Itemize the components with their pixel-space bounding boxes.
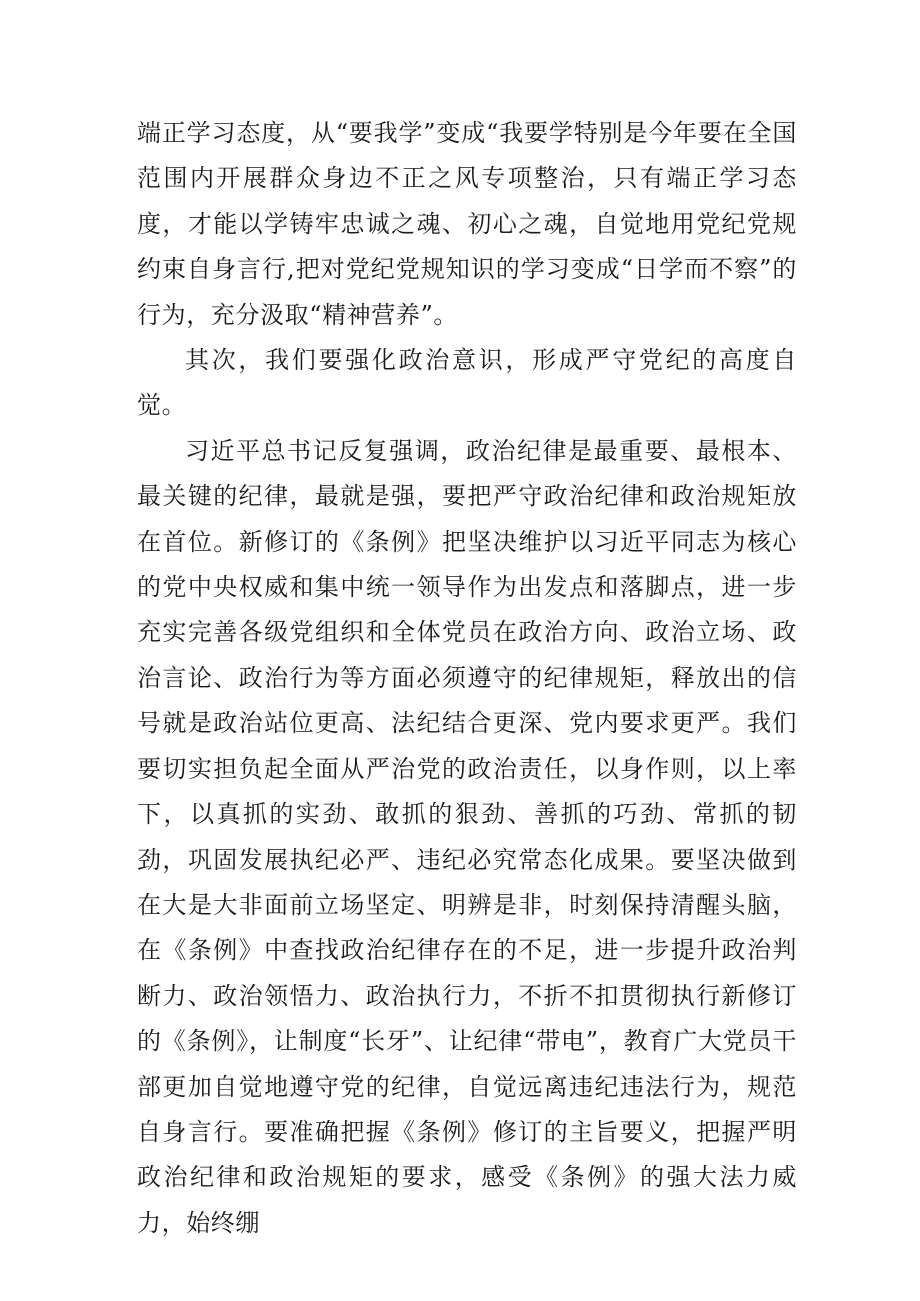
paragraph-1: 端正学习态度，从“要我学”变成“我要学特别是今年要在全国范围内开展群众身边不正之风专项整治，只有端正学习态度，才能以学铸牢忠诚之魂、初心之魂，自觉地用党纪党规约束自身言行,把对党纪党规知识的学习变成“日学而不察”的行为，充分汲取“精神营养”。 xyxy=(137,119,797,329)
document-body xyxy=(137,111,797,1246)
paragraph-3: 习近平总书记反复强调，政治纪律是最重要、最根本、最关键的纪律，最就是强，要把严守政治纪律和政治规矩放在首位。新修订的《条例》把坚决维护以习近平同志为核心的党中央权威和集中统一领导作为出发点和落脚点，进一步充实完善各级党组织和全体党员在政治方向、政治立场、政治言论、政治行为等方面必须遵守的纪律规矩，释放出的信号就是政治站位更高、法纪结合更深、党内要求更严。我们要切实担负起全面从严治党的政治责任，以身作则，以上率下，以真抓的实劲、敢抓的狠劲、善抓的巧劲、常抓的韧劲，巩固发展执纪必严、违纪必究常态化成果。要坚决做到在大是大非面前立场坚定、明辨是非，时刻保持清醒头脑，在《条例》中查找政治纪律存在的不足，进一步提升政治判断力、政治领悟力、政治执行力，不折不扣贯彻执行新修订的《条例》，让制度“长牙”、让纪律“带电”，教育广大党员干部更加自觉地遵守党的纪律，自觉远离违纪违法行为，规范自身言行。要准确把握《条例》修订的主旨要义，把握严明政治纪律和政治规矩的要求，感受《条例》的强大法力威力，始终绷 xyxy=(137,436,797,1237)
paragraph-2: 其次，我们要强化政治意识，形成严守党纪的高度自觉。 xyxy=(137,346,797,420)
